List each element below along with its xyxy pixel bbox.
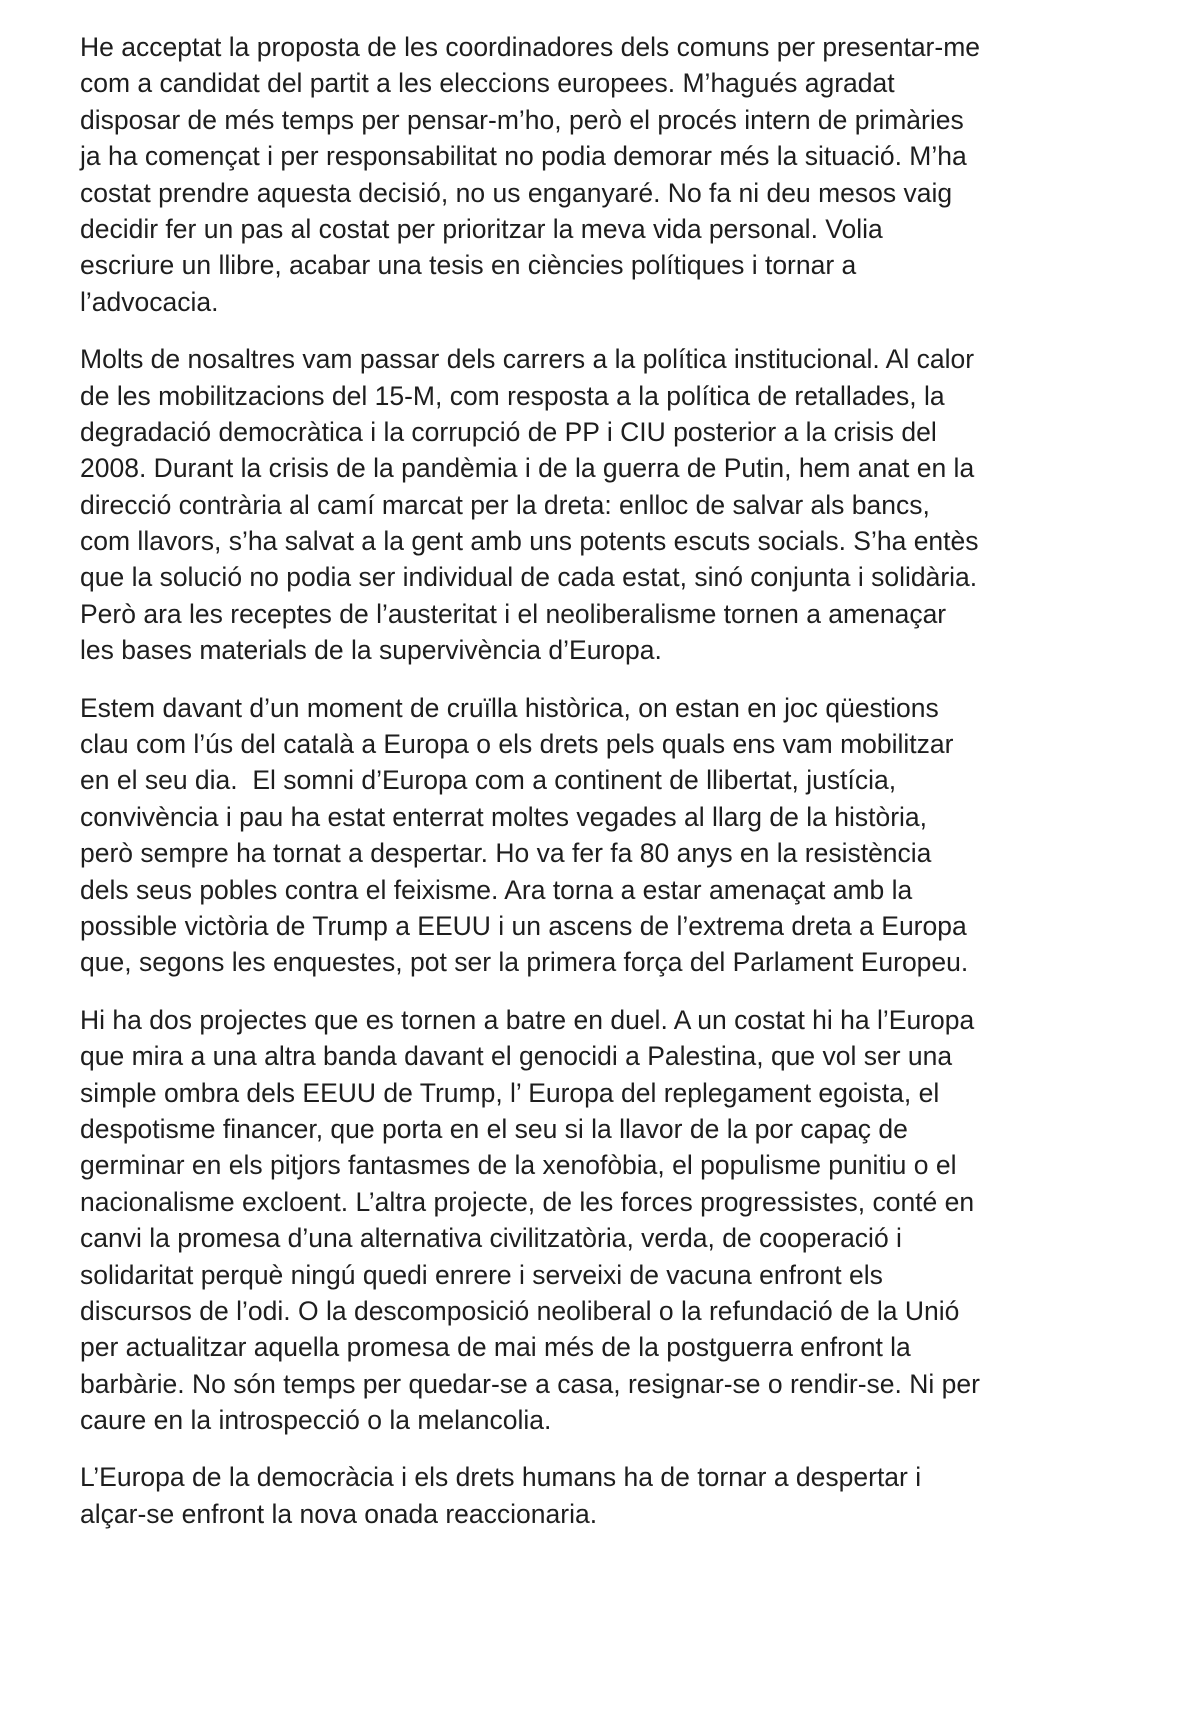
text-line: germinar en els pitjors fantasmes de la xenofòbia, el populisme punitiu o el — [80, 1150, 957, 1181]
text-line: que, segons les enquestes, pot ser la primera força del Parlament Europeu. — [80, 947, 969, 978]
text-line: direcció contrària al camí marcat per la dreta: enlloc de salvar als bancs, — [80, 489, 930, 520]
text-line: discursos de l’odi. O la descomposició neoliberal o la refundació de la Unió — [80, 1295, 960, 1326]
text-line: costat prendre aquesta decisió, no us enganyaré. No fa ni deu mesos vaig — [80, 177, 953, 208]
text-line: com a candidat del partit a les eleccions europees. M’hagués agradat — [80, 68, 895, 99]
text-line: barbàrie. No són temps per quedar-se a casa, resignar-se o rendir-se. Ni per — [80, 1368, 980, 1399]
text-line: alçar-se enfront la nova onada reaccionaria. — [80, 1498, 598, 1529]
text-line: que mira a una altra banda davant el genocidi a Palestina, que vol ser una — [80, 1041, 953, 1072]
text-line: que la solució no podia ser individual de cada estat, sinó conjunta i solidària. — [80, 562, 978, 593]
text-line: Però ara les receptes de l’austeritat i el neoliberalisme tornen a amenaçar — [80, 598, 947, 629]
text-line: possible victòria de Trump a EEUU i un ascens de l’extrema dreta a Europa — [80, 910, 967, 941]
text-line: però sempre ha tornat a despertar. Ho va fer fa 80 anys en la resistència — [80, 838, 932, 869]
text-line: caure en la introspecció o la melancolia. — [80, 1405, 552, 1436]
text-line: convivència i pau ha estat enterrat moltes vegades al llarg de la història, — [80, 801, 928, 832]
text-line: en el seu dia. El somni d’Europa com a continent de llibertat, justícia, — [80, 765, 897, 796]
text-line: disposar de més temps per pensar-m’ho, però el procés intern de primàries — [80, 104, 964, 135]
text-line: decidir fer un pas al costat per prioritzar la meva vida personal. Volia — [80, 213, 883, 244]
text-line: L’Europa de la democràcia i els drets humans ha de tornar a despertar i — [80, 1462, 922, 1493]
paragraph-5 — [80, 1459, 1200, 1532]
text-line: nacionalisme excloent. L’altra projecte, de les forces progressistes, conté en — [80, 1186, 975, 1217]
text-line: despotisme financer, que porta en el seu si la llavor de la por capaç de — [80, 1113, 908, 1144]
text-line: Molts de nosaltres vam passar dels carrers a la política institucional. Al calor — [80, 344, 975, 375]
text-line: simple ombra dels EEUU de Trump, l’ Europa del replegament egoista, el — [80, 1077, 940, 1108]
paragraph-2 — [80, 341, 1200, 669]
text-line: degradació democràtica i la corrupció de PP i CIU posterior a la crisis del — [80, 416, 937, 447]
text-line: l’advocacia. — [80, 286, 219, 317]
document-body — [80, 29, 1200, 1532]
text-line: clau com l’ús del català a Europa o els drets pels quals ens vam mobilitzar — [80, 729, 954, 760]
text-line: Estem davant d’un moment de cruïlla històrica, on estan en joc qüestions — [80, 692, 939, 723]
text-line: dels seus pobles contra el feixisme. Ara torna a estar amenaçat amb la — [80, 874, 913, 905]
text-line: solidaritat perquè ningú quedi enrere i serveixi de vacuna enfront els — [80, 1259, 883, 1290]
text-line: He acceptat la proposta de les coordinadores dels comuns per presentar-me — [80, 32, 981, 62]
text-line: de les mobilitzacions del 15-M, com resposta a la política de retallades, la — [80, 380, 945, 411]
paragraph-1 — [80, 29, 1200, 320]
text-line: com llavors, s’ha salvat a la gent amb uns potents escuts socials. S’ha entès — [80, 526, 979, 557]
text-line: Hi ha dos projectes que es tornen a batre en duel. A un costat hi ha l’Europa — [80, 1004, 975, 1035]
text-line: ja ha començat i per responsabilitat no podia demorar més la situació. M’ha — [80, 141, 967, 172]
text-line: escriure un llibre, acabar una tesis en ciències polítiques i tornar a — [80, 250, 857, 281]
text-line: per actualitzar aquella promesa de mai més de la postguerra enfront la — [80, 1332, 911, 1363]
paragraph-3 — [80, 690, 1200, 981]
paragraph-4 — [80, 1002, 1200, 1439]
text-line: 2008. Durant la crisis de la pandèmia i de la guerra de Putin, hem anat en la — [80, 453, 975, 484]
text-line: canvi la promesa d’una alternativa civilitzatòria, verda, de cooperació i — [80, 1223, 902, 1254]
text-line: les bases materials de la supervivència d’Europa. — [80, 635, 662, 666]
